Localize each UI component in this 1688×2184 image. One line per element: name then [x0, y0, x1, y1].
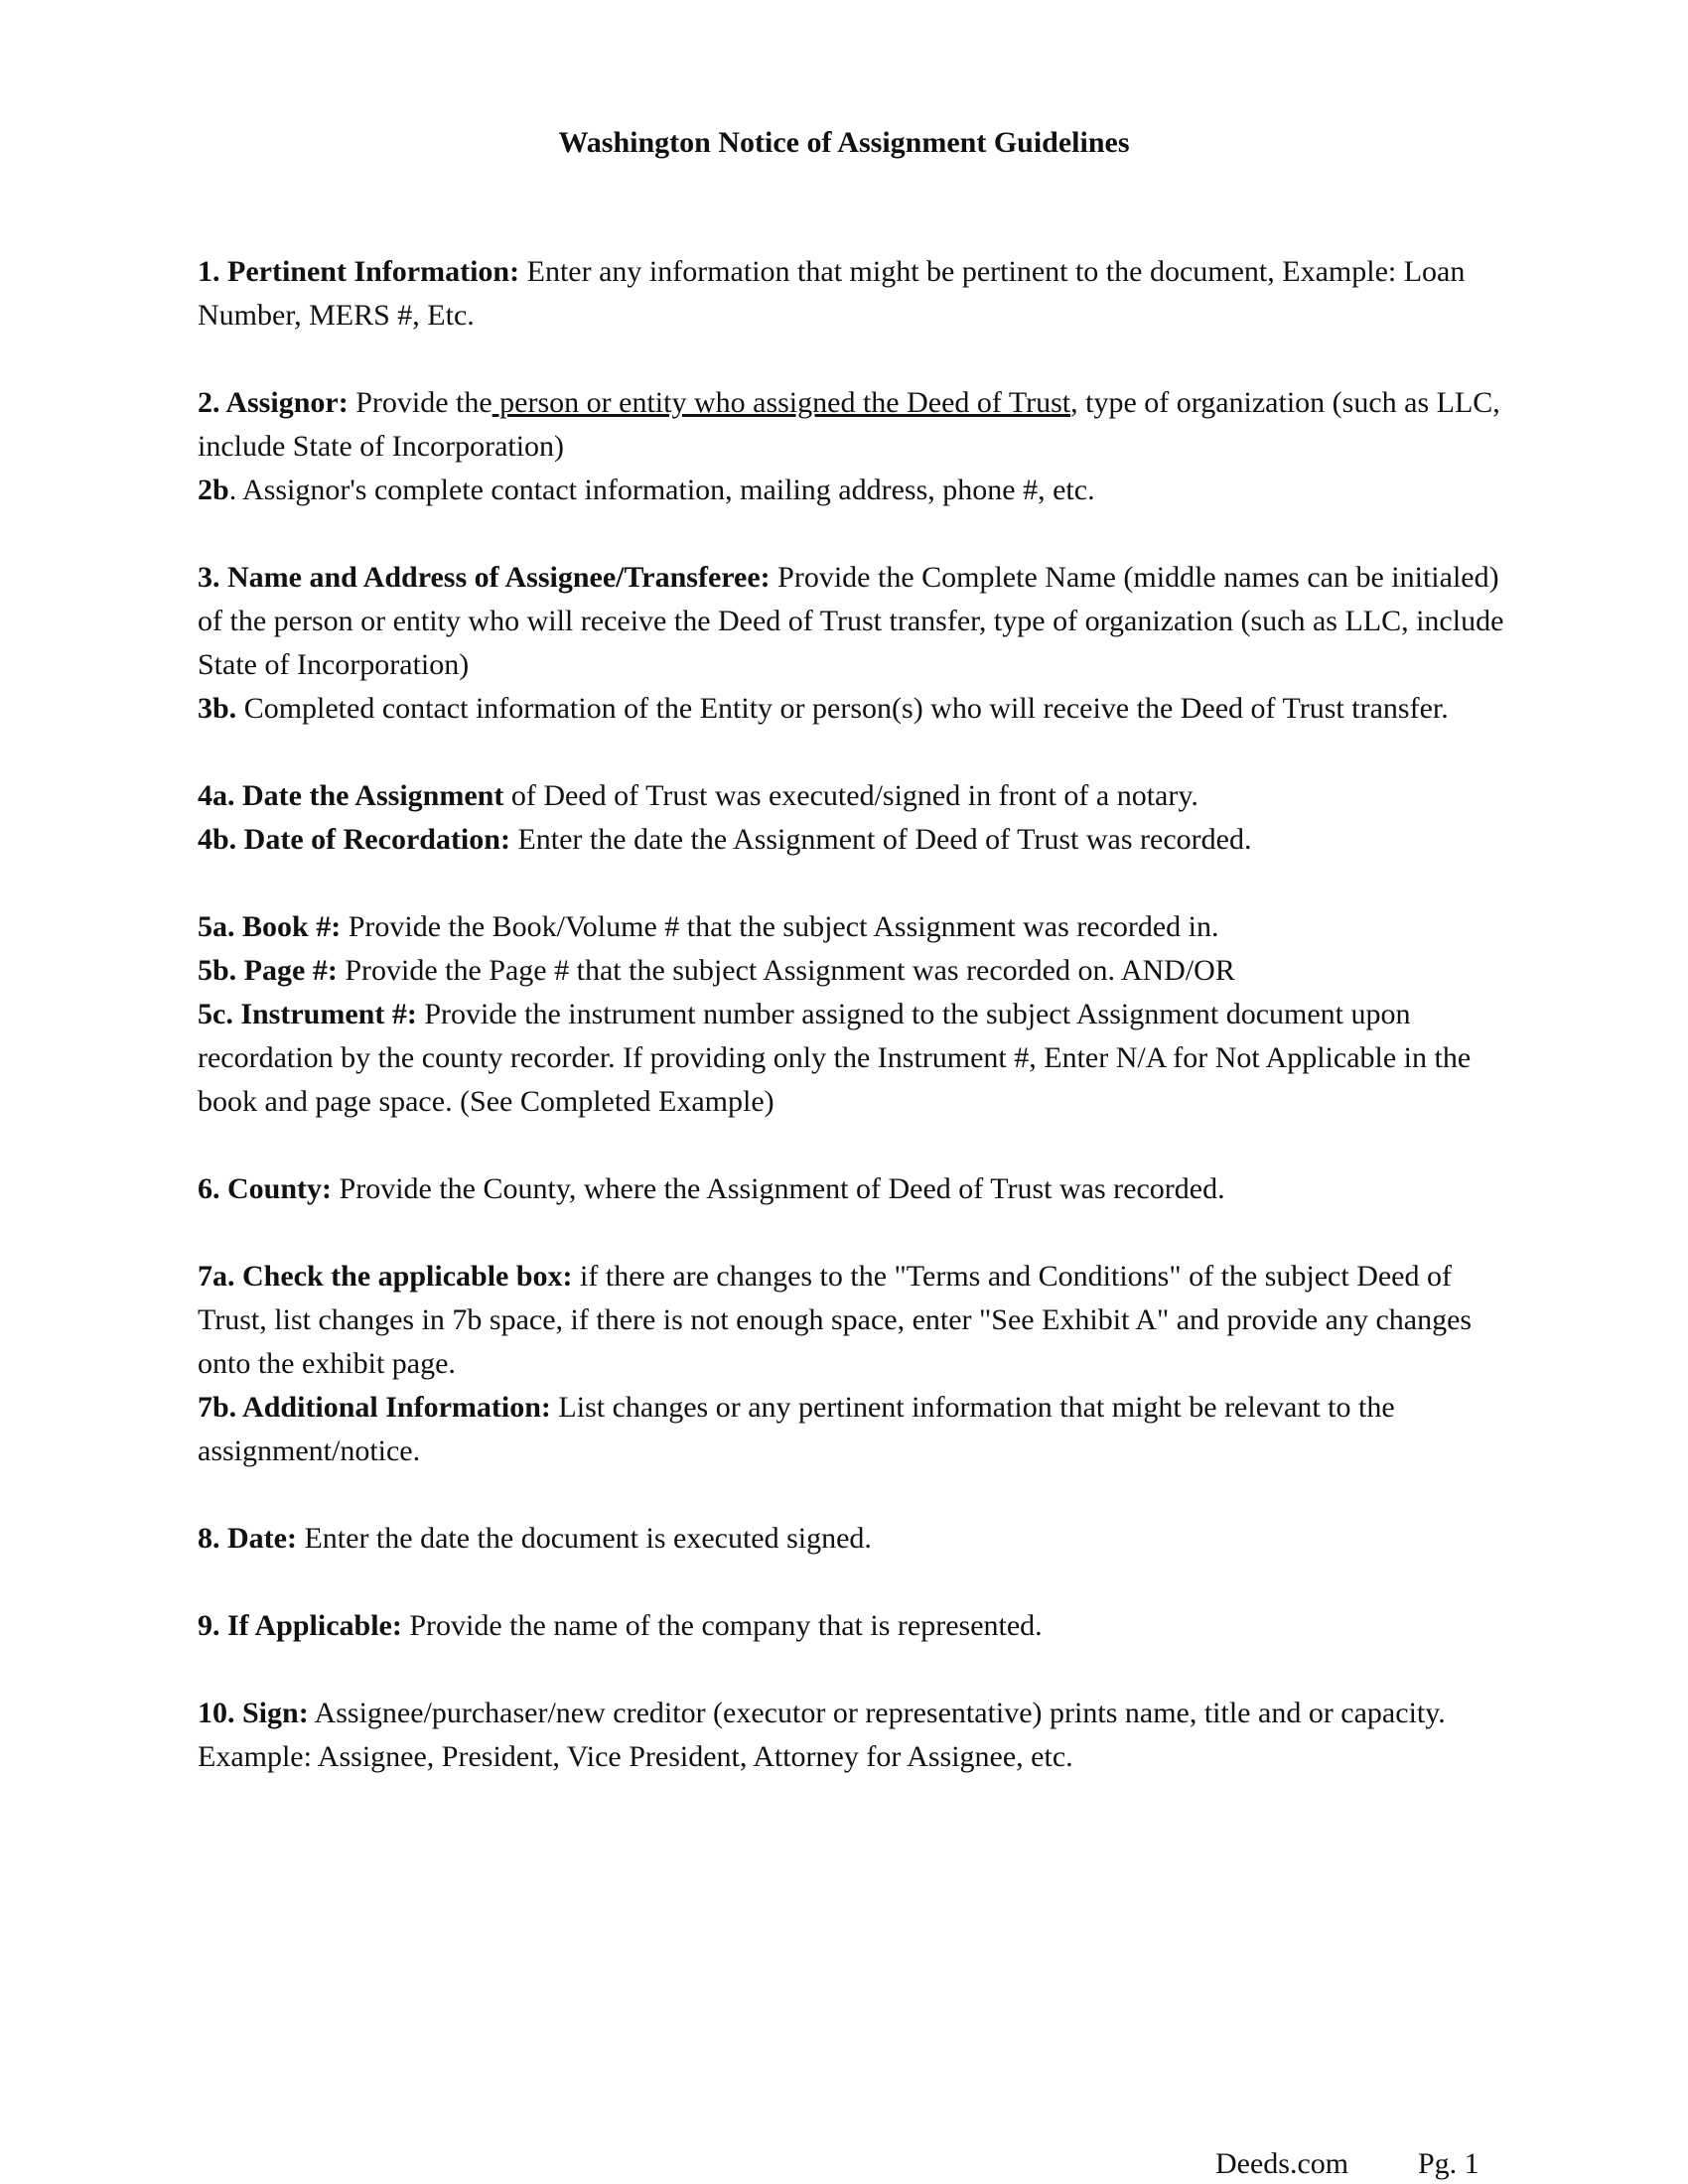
page-number: Pg. 1 [1418, 2147, 1479, 2180]
section-sign [198, 1692, 1508, 1779]
item-10-label: 10. Sign: [198, 1697, 309, 1729]
section-recording-info [198, 905, 1508, 1124]
item-5b [198, 949, 1508, 993]
item-5c-text: Provide the instrument number assigned to the subject Assignment document upon recordation by the county recorder. If providing only the Instrument #, Enter N/A for Not Applicable in the book and page space. (See Completed Example) [198, 998, 1472, 1118]
item-5b-label: 5b. Page #: [198, 954, 338, 987]
section-assignee [198, 556, 1508, 731]
item-2-pre: Provide the [348, 386, 492, 419]
guidelines-body [198, 250, 1508, 1823]
item-6-label: 6. County: [198, 1172, 333, 1205]
item-5c [198, 993, 1508, 1124]
item-7a [198, 1255, 1508, 1386]
item-7a-text: if there are changes to the "Terms and Conditions" of the subject Deed of Trust, list changes in 7b space, if there is not enough space, enter "See Exhibit A" and provide any changes onto the exhibit page. [198, 1260, 1473, 1380]
item-8-label: 8. Date: [198, 1522, 297, 1555]
item-2 [198, 381, 1508, 469]
item-3b-label: 3b. [198, 692, 237, 725]
section-pertinent-information [198, 250, 1508, 338]
item-7b-text: List changes or any pertinent information that might be relevant to the assignment/notice. [198, 1391, 1395, 1467]
section-assignor [198, 381, 1508, 512]
item-3-label: 3. Name and Address of Assignee/Transferee: [198, 561, 771, 594]
page-title: Washington Notice of Assignment Guidelines [558, 126, 1130, 159]
item-5b-text: Provide the Page # that the subject Assignment was recorded on. AND/OR [337, 954, 1235, 987]
footer-site-name: Deeds.com [1215, 2147, 1349, 2180]
section-dates [198, 774, 1508, 862]
item-10 [198, 1692, 1508, 1779]
item-1-label: 1. Pertinent Information: [198, 255, 520, 288]
item-5c-label: 5c. Instrument #: [198, 998, 417, 1030]
section-if-applicable [198, 1604, 1508, 1648]
item-3b [198, 687, 1508, 731]
item-9-text: Provide the name of the company that is represented. [401, 1609, 1043, 1642]
item-1-text: Enter any information that might be pertinent to the document, Example: Loan Number, MERS #, Etc. [198, 255, 1466, 332]
item-4a-text: of Deed of Trust was executed/signed in front of a notary. [503, 779, 1198, 812]
item-6 [198, 1167, 1508, 1211]
item-4b-text: Enter the date the Assignment of Deed of Trust was recorded. [509, 823, 1252, 856]
item-5a-text: Provide the Book/Volume # that the subject Assignment was recorded in. [341, 910, 1219, 943]
section-terms-changes [198, 1255, 1508, 1473]
item-7b [198, 1386, 1508, 1473]
item-5a [198, 905, 1508, 949]
item-3 [198, 556, 1508, 687]
item-7b-label: 7b. Additional Information: [198, 1391, 551, 1424]
item-8 [198, 1517, 1508, 1561]
item-4a-label: 4a. Date the Assignment [198, 779, 504, 812]
item-2b-text: . Assignor's complete contact information, mailing address, phone #, etc. [228, 474, 1095, 506]
item-3b-text: Completed contact information of the Entity or person(s) who will receive the Deed of Trust transfer. [236, 692, 1449, 725]
item-4a [198, 774, 1508, 818]
item-3-text: Provide the Complete Name (middle names can be initialed) of the person or entity who will receive the Deed of Trust transfer, type of organization (such as LLC, include State of Incorporation) [198, 561, 1504, 681]
item-10-text: Assignee/purchaser/new creditor (executor or representative) prints name, title and or capacity. Example: Assignee, President, Vice President, Attorney for Assignee, etc. [198, 1697, 1446, 1773]
item-2-label: 2. Assignor: [198, 386, 349, 419]
item-1 [198, 250, 1508, 338]
item-9-label: 9. If Applicable: [198, 1609, 402, 1642]
item-5a-label: 5a. Book #: [198, 910, 342, 943]
section-date [198, 1517, 1508, 1561]
item-2b-label: 2b [198, 474, 229, 506]
item-2-underlined: person or entity who assigned the Deed of Trust [492, 386, 1071, 419]
item-2b [198, 469, 1508, 512]
item-9 [198, 1604, 1508, 1648]
item-4b-label: 4b. Date of Recordation: [198, 823, 510, 856]
item-2-post: , type of organization (such as LLC, include State of Incorporation) [198, 386, 1500, 463]
item-6-text: Provide the County, where the Assignment of Deed of Trust was recorded. [332, 1172, 1225, 1205]
item-4b [198, 818, 1508, 862]
section-county [198, 1167, 1508, 1211]
item-8-text: Enter the date the document is executed signed. [296, 1522, 872, 1555]
item-7a-label: 7a. Check the applicable box: [198, 1260, 573, 1293]
